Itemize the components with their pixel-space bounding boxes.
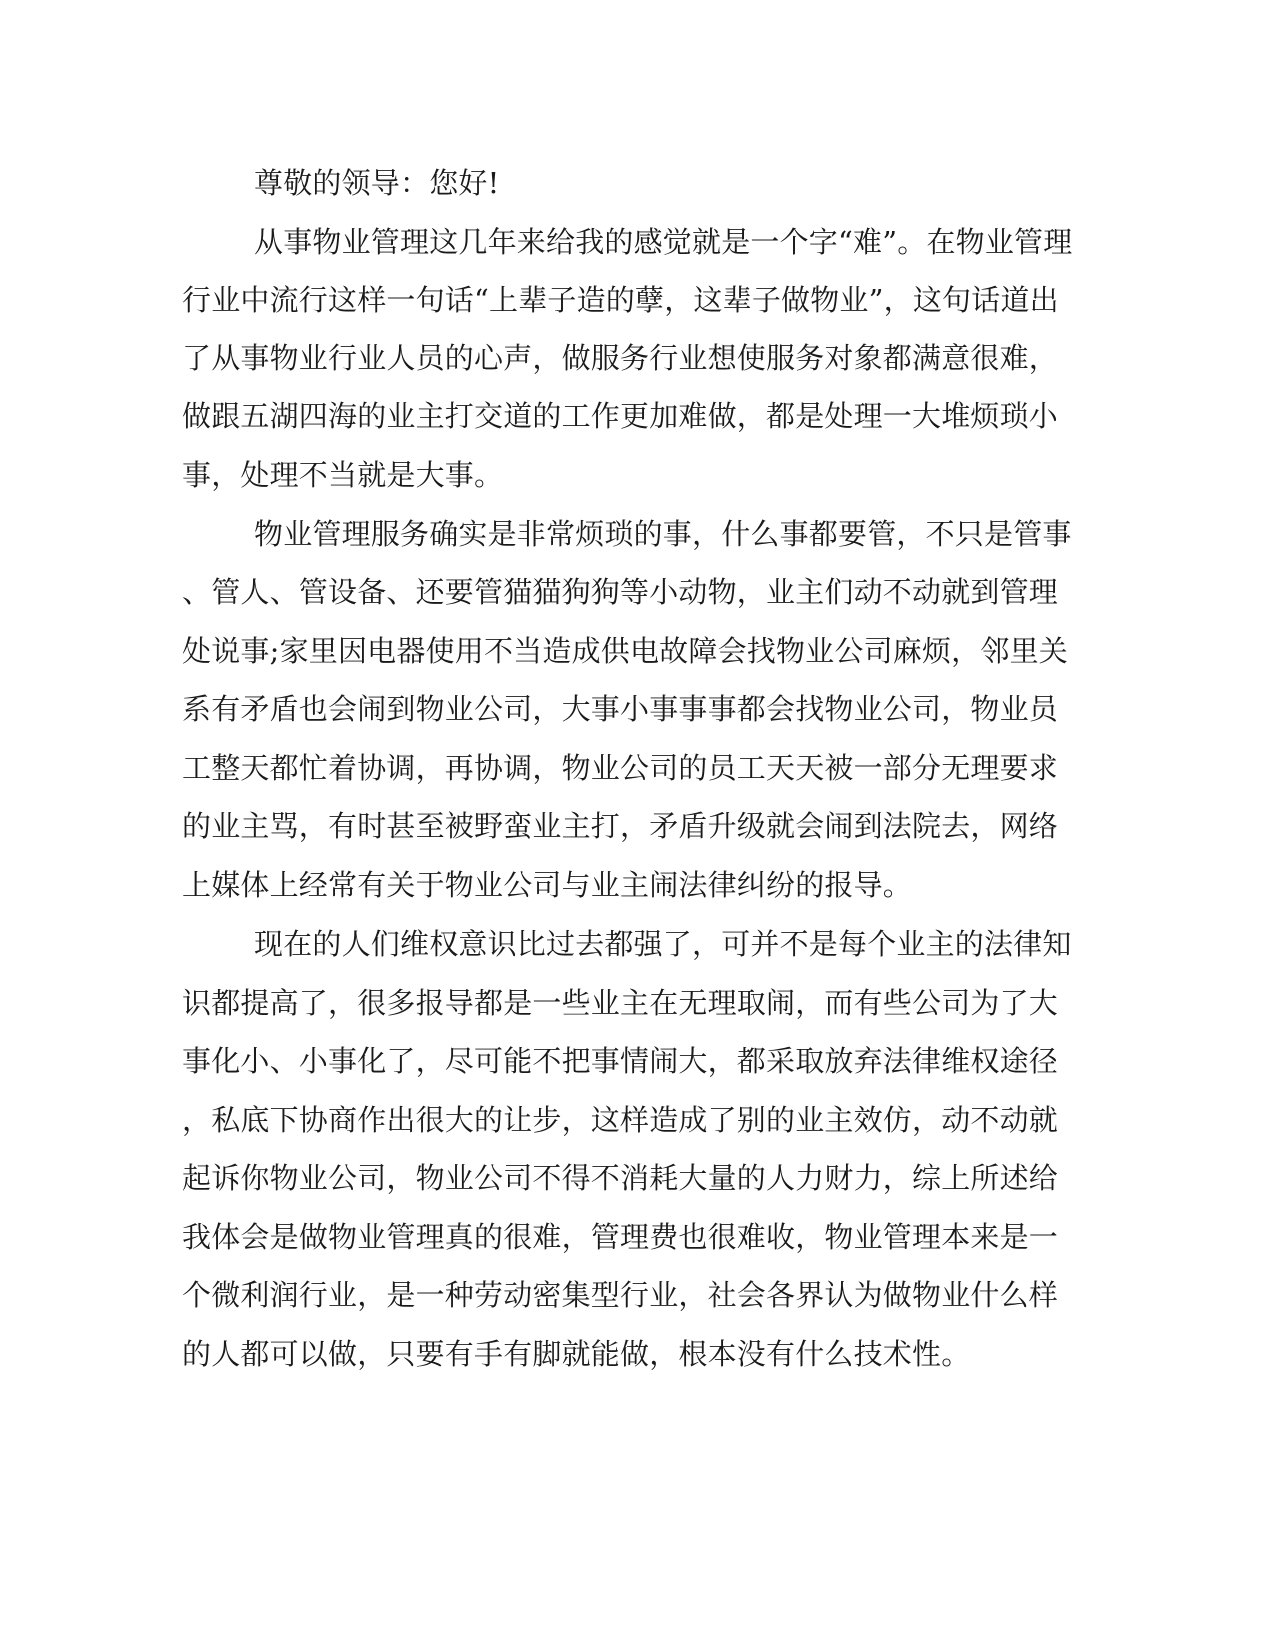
paragraph-line: 上媒体上经常有关于物业公司与业主闹法律纠纷的报导。: [182, 868, 913, 902]
paragraph-line: 工整天都忙着协调，再协调，物业公司的员工天天被一部分无理要求: [182, 751, 1059, 785]
paragraph-line: 、管人、管设备、还要管猫猫狗狗等小动物，业主们动不动就到管理: [182, 575, 1059, 609]
paragraph-line: ，私底下协商作出很大的让步，这样造成了别的业主效仿，动不动就: [182, 1103, 1059, 1137]
greeting: 尊敬的领导：您好!: [254, 166, 500, 200]
paragraph-line: 做跟五湖四海的业主打交道的工作更加难做，都是处理一大堆烦琐小: [182, 399, 1059, 433]
paragraph-line: 事，处理不当就是大事。: [182, 458, 504, 492]
paragraph-line: 起诉你物业公司，物业公司不得不消耗大量的人力财力，综上所述给: [182, 1161, 1059, 1195]
paragraph-line: 的人都可以做，只要有手有脚就能做，根本没有什么技术性。: [182, 1337, 971, 1371]
paragraph-line: 个微利润行业，是一种劳动密集型行业，社会各界认为做物业什么样: [182, 1278, 1059, 1312]
paragraph-line: 的业主骂，有时甚至被野蛮业主打，矛盾升级就会闹到法院去，网络: [182, 809, 1059, 843]
paragraph-line: 现在的人们维权意识比过去都强了，可并不是每个业主的法律知: [254, 927, 1072, 961]
paragraph-line: 系有矛盾也会闹到物业公司，大事小事事事都会找物业公司，物业员: [182, 692, 1059, 726]
paragraph-line: 识都提高了，很多报导都是一些业主在无理取闹，而有些公司为了大: [182, 986, 1059, 1020]
paragraph-line: 处说事;家里因电器使用不当造成供电故障会找物业公司麻烦，邻里关: [182, 634, 1068, 668]
paragraph-line: 事化小、小事化了，尽可能不把事情闹大，都采取放弃法律维权途径: [182, 1044, 1059, 1078]
paragraph-line: 物业管理服务确实是非常烦琐的事，什么事都要管，不只是管事: [254, 517, 1072, 551]
paragraph-line: 行业中流行这样一句话“上辈子造的孽，这辈子做物业”，这句话道出: [182, 283, 1059, 317]
paragraph-line: 了从事物业行业人员的心声，做服务行业想使服务对象都满意很难，: [182, 341, 1059, 375]
paragraph-line: 从事物业管理这几年来给我的感觉就是一个字“难”。在物业管理: [254, 225, 1073, 259]
paragraph-line: 我体会是做物业管理真的很难，管理费也很难收，物业管理本来是一: [182, 1220, 1059, 1254]
